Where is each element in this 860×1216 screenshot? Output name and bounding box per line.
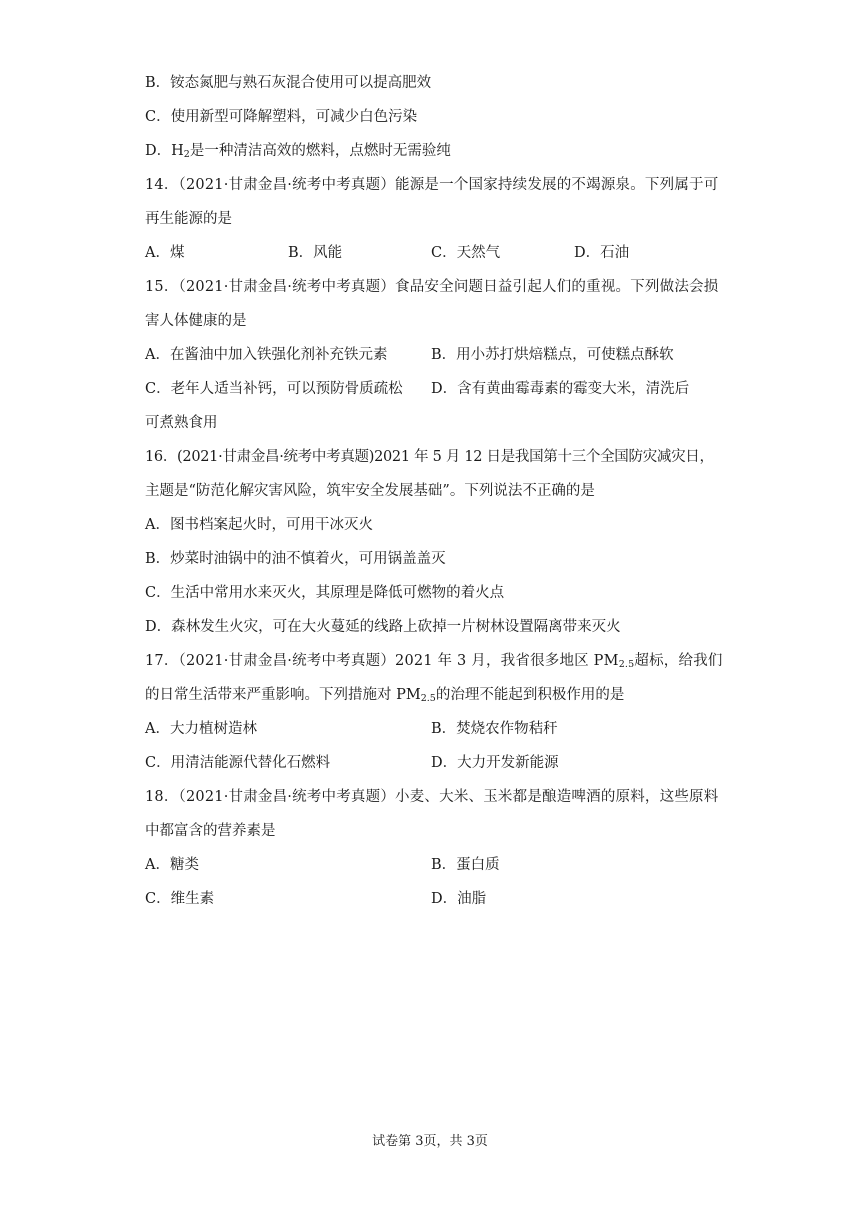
q15-options-row2 xyxy=(145,372,717,406)
q17-option-b: B．焚烧农作物秸秆 xyxy=(431,721,558,737)
q15-option-d: D．含有黄曲霉毒素的霉变大米，清洗后 xyxy=(431,381,690,397)
q13-option-d-text: D．H xyxy=(145,143,184,159)
q15-option-d-continued: 可煮熟食用 xyxy=(145,415,218,431)
q14-option-a: A．煤 xyxy=(145,245,185,261)
q16-option-d: D．森林发生火灾，可在大火蔓延的线路上砍掉一片树林设置隔离带来灭火 xyxy=(145,619,621,635)
q17-options-row2 xyxy=(145,746,717,780)
q13-option-d xyxy=(145,134,717,168)
q16-option-c: C．生活中常用水来灭火，其原理是降低可燃物的着火点 xyxy=(145,585,505,601)
q15-stem-line1: 15．（2021·甘肃金昌·统考中考真题）食品安全问题日益引起人们的重视。下列做法会损 xyxy=(145,279,719,295)
q18-option-c: C．维生素 xyxy=(145,891,215,907)
q15-option-c: C．老年人适当补钙，可以预防骨质疏松 xyxy=(145,381,403,397)
q18-options-row2 xyxy=(145,882,717,916)
q13-option-b: B．铵态氮肥与熟石灰混合使用可以提高肥效 xyxy=(145,75,432,91)
q16-option-a: A．图书档案起火时，可用干冰灭火 xyxy=(145,517,373,533)
subscript: 2.5 xyxy=(420,693,436,704)
q17-option-a: A．大力植树造林 xyxy=(145,721,257,737)
subscript: 2 xyxy=(183,149,190,160)
q16-option-b: B．炒菜时油锅中的油不慎着火，可用锅盖盖灭 xyxy=(145,551,446,567)
q18-option-a: A．糖类 xyxy=(145,857,199,873)
q14-stem-line2: 再生能源的是 xyxy=(145,211,232,227)
q18-stem-line2: 中都富含的营养素是 xyxy=(145,823,276,839)
page-footer: 试卷第 3页，共 3页 xyxy=(372,1134,488,1149)
q15-options-row1 xyxy=(145,338,717,372)
q13-option-d-text-rest: 是一种清洁高效的燃料，点燃时无需验纯 xyxy=(189,143,451,159)
q14-options xyxy=(145,236,717,270)
q18-option-d: D．油脂 xyxy=(431,891,487,907)
q17-stem-line2-text: 的日常生活带来严重影响。下列措施对 PM xyxy=(145,687,421,703)
q17-stem-line2-rest: 的治理不能起到积极作用的是 xyxy=(435,687,625,703)
q18-option-b: B．蛋白质 xyxy=(431,857,500,873)
q17-stem-line1-rest: 超标，给我们 xyxy=(634,653,723,669)
q13-option-c: C．使用新型可降解塑料，可减少白色污染 xyxy=(145,109,418,125)
q14-option-d: D．石油 xyxy=(574,245,630,261)
q14-option-c: C．天然气 xyxy=(431,245,501,261)
q17-stem-line1-text: 17．（2021·甘肃金昌·统考中考真题）2021 年 3 月，我省很多地区 PM xyxy=(145,653,619,669)
q18-options-row1 xyxy=(145,848,717,882)
q14-option-b: B．风能 xyxy=(288,245,343,261)
q17-stem-line1 xyxy=(145,644,723,678)
q16-stem-line2: 主题是“防范化解灾害风险，筑牢安全发展基础”。下列说法不正确的是 xyxy=(145,483,595,499)
questions-body xyxy=(145,66,723,916)
q15-stem-line2: 害人体健康的是 xyxy=(145,313,247,329)
subscript: 2.5 xyxy=(618,659,635,670)
q17-option-d: D．大力开发新能源 xyxy=(431,755,559,771)
q18-stem-line1: 18．（2021·甘肃金昌·统考中考真题）小麦、大米、玉米都是酿造啤酒的原料，这些原料 xyxy=(145,789,719,805)
q15-option-a: A．在酱油中加入铁强化剂补充铁元素 xyxy=(145,347,388,363)
q17-option-c: C．用清洁能源代替化石燃料 xyxy=(145,755,331,771)
q15-option-b: B．用小苏打烘焙糕点，可使糕点酥软 xyxy=(431,347,674,363)
q17-options-row1 xyxy=(145,712,717,746)
q17-stem-line2 xyxy=(145,678,717,712)
q14-stem-line1: 14．（2021·甘肃金昌·统考中考真题）能源是一个国家持续发展的不竭源泉。下列属于可 xyxy=(145,177,719,193)
q16-stem-line1: 16．(2021·甘肃金昌·统考中考真题)2021 年 5 月 12 日是我国第十三个全国防灾减灾日， xyxy=(145,449,714,465)
